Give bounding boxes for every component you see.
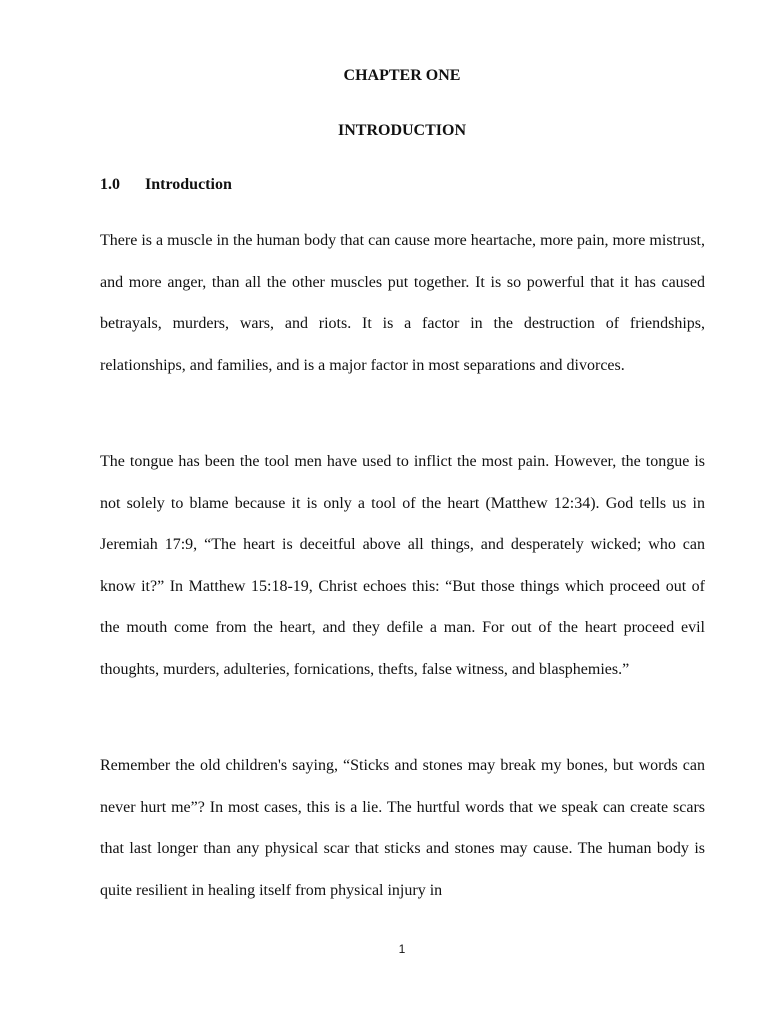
paragraph-2: The tongue has been the tool men have used to inflict the most pain. However, the tongue is not solely to blame because it is only a tool of the heart (Matthew 12:34). God tells us in Jeremiah 17:9, “The heart is deceitful above all things, and desperately wicked; who can know it?” In Matthew 15:18-19, Christ echoes this: “But those things which proceed out of the mouth come from the heart, and they defile a man. For out of the heart proceed evil thoughts, murders, adulteries, fornications, thefts, false witness, and blasphemies.” <box>100 453 705 678</box>
subsection-number: 1.0 <box>100 176 120 193</box>
section-heading: INTRODUCTION <box>337 122 466 139</box>
paragraph-1: There is a muscle in the human body that can cause more heartache, more pain, more mistrust, and more anger, than all the other muscles put together. It is so powerful that it has caused betrayals, murders, wars, and riots. It is a factor in the destruction of friendships, relationships, and families, and is a major factor in most separations and divorces. <box>100 232 705 374</box>
chapter-heading: CHAPTER ONE <box>343 67 461 84</box>
page-number: 1 <box>398 942 406 956</box>
subsection-title: Introduction <box>145 176 232 193</box>
paragraph-3: Remember the old children's saying, “Sticks and stones may break my bones, but words can never hurt me”? In most cases, this is a lie. The hurtful words that we speak can create scars that last longer than any physical scar that sticks and stones may cause. The human body is quite resilient in healing itself from physical injury in <box>100 757 705 899</box>
subsection-heading <box>100 176 232 194</box>
